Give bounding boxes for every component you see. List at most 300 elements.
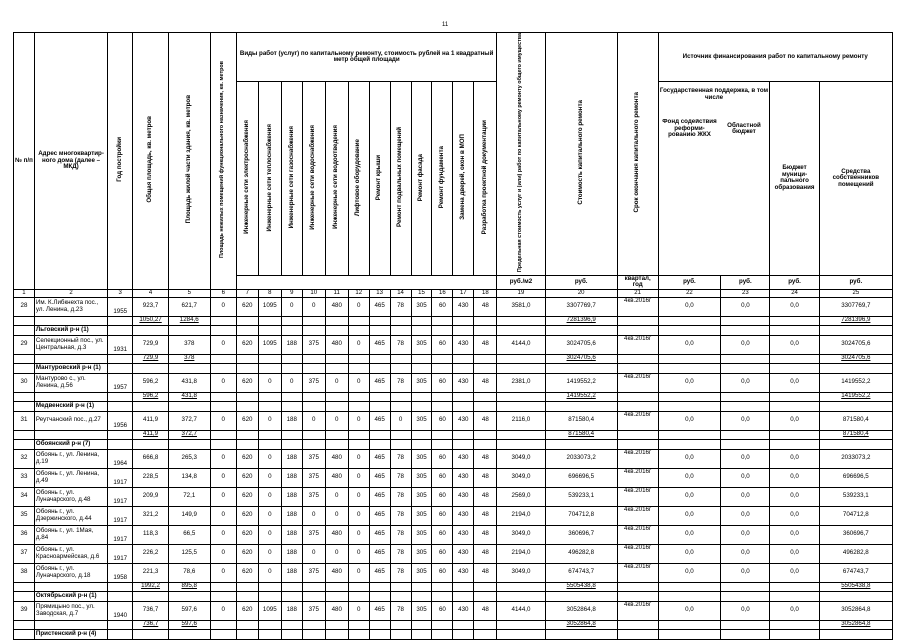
row-work-cost: 620: [236, 487, 258, 506]
row-nonres-area: 0: [210, 297, 236, 316]
row-number: 29: [14, 335, 35, 354]
subtotal-empty: [617, 316, 658, 325]
region-empty: [236, 629, 258, 639]
subtotal-empty: [14, 430, 35, 439]
row-number: 35: [14, 506, 35, 525]
row-work-cost: 620: [236, 563, 258, 582]
row-max-cost: 2381,0: [497, 373, 545, 392]
row-living-area: 134,8: [168, 468, 210, 487]
row-work-cost: 48: [474, 563, 497, 582]
row-address: Селекционный пос., ул. Центральная, д.3: [34, 335, 107, 354]
subtotal-empty: [302, 354, 325, 363]
subtotal-cost: 3052864,8: [545, 620, 617, 629]
column-number: 13: [369, 289, 390, 297]
subtotal-empty: [617, 392, 658, 401]
region-empty: [348, 401, 369, 411]
row-work-cost: 375: [302, 525, 325, 544]
row-address: Обоянь г., ул. Ленина, д.49: [34, 468, 107, 487]
row-max-cost: 3049,0: [497, 563, 545, 582]
subtotal-empty: [348, 430, 369, 439]
region-empty: [432, 629, 453, 639]
subtotal-empty: [14, 354, 35, 363]
subtotal-empty: [325, 620, 348, 629]
row-work-cost: 1095: [258, 297, 281, 316]
region-empty: [474, 629, 497, 639]
subtotal-owners: 1419552,2: [819, 392, 892, 401]
subtotal-empty: [302, 392, 325, 401]
subtotal-empty: [770, 392, 819, 401]
region-empty: [411, 401, 432, 411]
subtotal-living-area: 1284,6: [168, 316, 210, 325]
capital-repair-table: [13, 32, 893, 640]
table-row: [14, 525, 893, 544]
region-empty: [545, 439, 617, 449]
region-empty: [14, 401, 35, 411]
column-number: 4: [133, 289, 169, 297]
row-year: 1917: [108, 468, 133, 487]
column-number: 21: [617, 289, 658, 297]
header-state-support: Государственная поддержка, в том числе Фонд содействия реформи-рованию ЖКХ Областной бюджет: [658, 82, 770, 275]
subtotal-total-area: 1050,27: [133, 316, 169, 325]
unit-rub-m2: руб./м2: [497, 275, 545, 289]
region-empty: [390, 439, 411, 449]
region-empty: [474, 363, 497, 373]
subtotal-total-area: 1992,2: [133, 582, 169, 591]
table-row: [14, 335, 893, 354]
subtotal-empty: [14, 620, 35, 629]
subtotal-living-area: 378: [168, 354, 210, 363]
row-address: Прямицыно пос., ул. Заводская, д.7: [34, 601, 107, 620]
subtotal-empty: [281, 316, 302, 325]
subtotal-empty: [617, 620, 658, 629]
row-work-cost: 188: [281, 563, 302, 582]
row-address: Реутчанский пос., д.27: [34, 411, 107, 430]
row-owners: 2033073,2: [819, 449, 892, 468]
row-work-cost: 0: [348, 449, 369, 468]
row-cost: 674743,7: [545, 563, 617, 582]
subtotal-empty: [258, 582, 281, 591]
region-empty: [497, 439, 545, 449]
region-empty: [432, 439, 453, 449]
row-work-cost: 465: [369, 544, 390, 563]
column-number: 23: [721, 289, 770, 297]
row-fund: 0,0: [658, 335, 721, 354]
subtotal-empty: [474, 354, 497, 363]
subtotal-living-area: 597,6: [168, 620, 210, 629]
row-cost: 539233,1: [545, 487, 617, 506]
subtotal-empty: [281, 430, 302, 439]
row-total-area: 228,5: [133, 468, 169, 487]
subtotal-total-area: 596,2: [133, 392, 169, 401]
row-owners: 3307769,7: [819, 297, 892, 316]
region-empty: [411, 439, 432, 449]
subtotal-empty: [721, 582, 770, 591]
region-empty: [819, 439, 892, 449]
row-work-cost: 48: [474, 601, 497, 620]
row-owners: 3024705,6: [819, 335, 892, 354]
row-work-cost: 305: [411, 487, 432, 506]
subtotal-empty: [474, 620, 497, 629]
region-empty: [819, 629, 892, 639]
row-work-cost: 60: [432, 449, 453, 468]
row-term: 4кв.2016г: [617, 563, 658, 582]
row-work-cost: 465: [369, 563, 390, 582]
row-year: 1917: [108, 487, 133, 506]
row-total-area: 226,2: [133, 544, 169, 563]
region-empty: [108, 363, 133, 373]
subtotal-empty: [390, 620, 411, 629]
row-work-cost: 60: [432, 297, 453, 316]
row-work-cost: 0: [325, 487, 348, 506]
column-number: 8: [258, 289, 281, 297]
row-nonres-area: 0: [210, 449, 236, 468]
subtotal-empty: [617, 582, 658, 591]
subtotal-empty: [497, 354, 545, 363]
row-year: 1958: [108, 563, 133, 582]
region-empty: [14, 325, 35, 335]
row-number: 32: [14, 449, 35, 468]
row-work-cost: 620: [236, 373, 258, 392]
row-work-cost: 620: [236, 335, 258, 354]
subtotal-total-area: 729,9: [133, 354, 169, 363]
row-work-cost: 1095: [258, 601, 281, 620]
subtotal-row: [14, 354, 893, 363]
subtotal-empty: [258, 620, 281, 629]
subtotal-empty: [281, 392, 302, 401]
region-empty: [432, 591, 453, 601]
subtotal-empty: [108, 392, 133, 401]
row-regional: 0,0: [721, 335, 770, 354]
row-work-cost: 430: [453, 411, 474, 430]
column-number: 20: [545, 289, 617, 297]
subtotal-owners: 871580,4: [819, 430, 892, 439]
row-max-cost: 2569,0: [497, 487, 545, 506]
row-work-cost: 78: [390, 335, 411, 354]
row-living-area: 78,6: [168, 563, 210, 582]
region-empty: [369, 629, 390, 639]
row-work-cost: 305: [411, 468, 432, 487]
row-term: 4кв.2016г: [617, 335, 658, 354]
row-municipal: 0,0: [770, 525, 819, 544]
table-body: [14, 297, 893, 639]
row-year: 1917: [108, 525, 133, 544]
subtotal-empty: [236, 582, 258, 591]
subtotal-empty: [658, 354, 721, 363]
row-number: 31: [14, 411, 35, 430]
region-empty: [369, 401, 390, 411]
header-num: № п/п: [14, 33, 35, 290]
table-row: [14, 297, 893, 316]
region-empty: [497, 629, 545, 639]
region-empty: [721, 363, 770, 373]
header-term: Срок окончания капитального ремонта: [617, 33, 658, 276]
region-empty: [168, 401, 210, 411]
table-row: [14, 487, 893, 506]
row-year: 1956: [108, 411, 133, 430]
row-work-cost: 60: [432, 411, 453, 430]
region-empty: [658, 591, 721, 601]
row-total-area: 923,7: [133, 297, 169, 316]
row-work-cost: 305: [411, 373, 432, 392]
row-work-cost: 48: [474, 506, 497, 525]
region-empty: [545, 591, 617, 601]
unit-rub-regional: руб.: [721, 275, 770, 289]
row-work-cost: 305: [411, 601, 432, 620]
subtotal-empty: [369, 620, 390, 629]
subtotal-empty: [721, 316, 770, 325]
column-number: 9: [281, 289, 302, 297]
region-empty: [453, 591, 474, 601]
row-nonres-area: 0: [210, 487, 236, 506]
row-work-cost: 188: [281, 506, 302, 525]
region-empty: [721, 401, 770, 411]
subtotal-empty: [390, 430, 411, 439]
header-work-3: Инженерные сети газоснабжения: [281, 82, 302, 275]
row-work-cost: 48: [474, 449, 497, 468]
row-work-cost: 0: [348, 487, 369, 506]
subtotal-empty: [390, 316, 411, 325]
row-max-cost: 4144,0: [497, 335, 545, 354]
region-empty: [369, 325, 390, 335]
row-living-area: 265,3: [168, 449, 210, 468]
column-number: 6: [210, 289, 236, 297]
row-number: 36: [14, 525, 35, 544]
row-year: 1957: [108, 373, 133, 392]
region-empty: [108, 591, 133, 601]
row-work-cost: 78: [390, 563, 411, 582]
row-municipal: 0,0: [770, 506, 819, 525]
subtotal-cost: 3024705,6: [545, 354, 617, 363]
subtotal-empty: [302, 316, 325, 325]
region-empty: [721, 325, 770, 335]
row-max-cost: 3581,0: [497, 297, 545, 316]
subtotal-empty: [258, 430, 281, 439]
region-empty: [348, 439, 369, 449]
header-year: Год постройки: [108, 33, 133, 290]
row-nonres-area: 0: [210, 468, 236, 487]
subtotal-empty: [770, 582, 819, 591]
region-empty: [721, 591, 770, 601]
row-owners: 360696,7: [819, 525, 892, 544]
table-row: [14, 373, 893, 392]
row-address: Обоянь г., ул. Красноармейская, д.6: [34, 544, 107, 563]
region-empty: [302, 325, 325, 335]
subtotal-empty: [411, 316, 432, 325]
row-fund: 0,0: [658, 468, 721, 487]
subtotal-empty: [497, 316, 545, 325]
row-work-cost: 480: [325, 468, 348, 487]
row-work-cost: 0: [348, 335, 369, 354]
subtotal-living-area: 372,7: [168, 430, 210, 439]
row-fund: 0,0: [658, 601, 721, 620]
region-empty: [258, 629, 281, 639]
row-nonres-area: 0: [210, 373, 236, 392]
row-municipal: 0,0: [770, 487, 819, 506]
row-work-cost: 0: [390, 411, 411, 430]
row-regional: 0,0: [721, 487, 770, 506]
row-fund: 0,0: [658, 449, 721, 468]
region-empty: [819, 325, 892, 335]
subtotal-empty: [453, 582, 474, 591]
row-owners: 1419552,2: [819, 373, 892, 392]
header-max-cost: Предельная стоимость услуг и (или) работ по капитальному ремонту общего имущества: [497, 33, 545, 276]
row-fund: 0,0: [658, 411, 721, 430]
subtotal-empty: [474, 582, 497, 591]
region-empty: [497, 363, 545, 373]
region-empty: [325, 325, 348, 335]
region-row: [14, 325, 893, 335]
region-empty: [210, 363, 236, 373]
row-work-cost: 465: [369, 525, 390, 544]
region-empty: [302, 401, 325, 411]
header-work-4: Инженерные сети водоснабжения: [302, 82, 325, 275]
subtotal-empty: [281, 582, 302, 591]
row-work-cost: 305: [411, 411, 432, 430]
row-address: Обоянь г., ул. Ленина, д.19: [34, 449, 107, 468]
row-work-cost: 188: [281, 544, 302, 563]
row-fund: 0,0: [658, 373, 721, 392]
row-work-cost: 1095: [258, 335, 281, 354]
region-empty: [658, 325, 721, 335]
header-owners: Средства собственников помещений: [819, 82, 892, 275]
row-work-cost: 305: [411, 544, 432, 563]
region-empty: [411, 591, 432, 601]
region-empty: [302, 591, 325, 601]
row-work-cost: 480: [325, 335, 348, 354]
region-empty: [236, 363, 258, 373]
subtotal-empty: [258, 316, 281, 325]
row-work-cost: 620: [236, 449, 258, 468]
row-work-cost: 375: [302, 487, 325, 506]
row-work-cost: 0: [258, 468, 281, 487]
region-empty: [819, 591, 892, 601]
row-work-cost: 430: [453, 468, 474, 487]
row-work-cost: 620: [236, 297, 258, 316]
subtotal-owners: 5505438,8: [819, 582, 892, 591]
row-work-cost: 305: [411, 449, 432, 468]
region-empty: [325, 363, 348, 373]
region-row: [14, 401, 893, 411]
row-term: 4кв.2016г: [617, 297, 658, 316]
column-number: 1: [14, 289, 35, 297]
region-name: Пристенский р-н (4): [34, 629, 107, 639]
column-number: 15: [411, 289, 432, 297]
region-empty: [545, 401, 617, 411]
row-work-cost: 0: [302, 544, 325, 563]
row-work-cost: 60: [432, 563, 453, 582]
column-number: 2: [34, 289, 107, 297]
row-nonres-area: 0: [210, 601, 236, 620]
row-cost: 704712,8: [545, 506, 617, 525]
subtotal-empty: [411, 620, 432, 629]
row-work-cost: 465: [369, 297, 390, 316]
row-work-cost: 620: [236, 506, 258, 525]
row-term: 4кв.2016г: [617, 411, 658, 430]
region-empty: [236, 401, 258, 411]
row-nonres-area: 0: [210, 563, 236, 582]
subtotal-empty: [325, 354, 348, 363]
header-works-group: Виды работ (услуг) по капитальному ремонту, стоимость рублей на 1 квадратный метр общей площади: [236, 33, 497, 82]
subtotal-empty: [497, 430, 545, 439]
row-regional: 0,0: [721, 525, 770, 544]
row-number: 34: [14, 487, 35, 506]
region-empty: [474, 591, 497, 601]
row-work-cost: 0: [258, 373, 281, 392]
row-municipal: 0,0: [770, 601, 819, 620]
header-work-11: Замена дверей, окон в МОП: [453, 82, 474, 275]
subtotal-cost: 871580,4: [545, 430, 617, 439]
row-address: Им. К.Либкнехта пос., ул. Ленина, д.23: [34, 297, 107, 316]
region-empty: [210, 401, 236, 411]
subtotal-empty: [302, 430, 325, 439]
subtotal-empty: [721, 430, 770, 439]
subtotal-empty: [210, 354, 236, 363]
subtotal-empty: [348, 354, 369, 363]
subtotal-empty: [34, 316, 107, 325]
subtotal-row: [14, 316, 893, 325]
subtotal-empty: [302, 620, 325, 629]
subtotal-empty: [348, 392, 369, 401]
subtotal-empty: [453, 316, 474, 325]
table-row: [14, 411, 893, 430]
subtotal-empty: [210, 392, 236, 401]
row-work-cost: 305: [411, 525, 432, 544]
column-number: 14: [390, 289, 411, 297]
subtotal-empty: [34, 582, 107, 591]
row-work-cost: 430: [453, 335, 474, 354]
region-empty: [258, 439, 281, 449]
header-work-12: Разработка проектной документации: [474, 82, 497, 275]
region-empty: [168, 325, 210, 335]
row-work-cost: 480: [325, 525, 348, 544]
row-total-area: 411,9: [133, 411, 169, 430]
region-empty: [617, 439, 658, 449]
subtotal-empty: [432, 620, 453, 629]
region-empty: [545, 629, 617, 639]
row-municipal: 0,0: [770, 468, 819, 487]
row-work-cost: 620: [236, 411, 258, 430]
row-work-cost: 48: [474, 373, 497, 392]
subtotal-empty: [390, 354, 411, 363]
subtotal-empty: [236, 354, 258, 363]
column-number: 24: [770, 289, 819, 297]
subtotal-empty: [453, 430, 474, 439]
subtotal-empty: [210, 430, 236, 439]
row-total-area: 736,7: [133, 601, 169, 620]
row-nonres-area: 0: [210, 335, 236, 354]
row-work-cost: 188: [281, 411, 302, 430]
row-term: 4кв.2016г: [617, 601, 658, 620]
row-work-cost: 78: [390, 601, 411, 620]
region-empty: [658, 629, 721, 639]
column-number: 12: [348, 289, 369, 297]
row-fund: 0,0: [658, 525, 721, 544]
row-nonres-area: 0: [210, 525, 236, 544]
table-row: [14, 563, 893, 582]
region-empty: [658, 439, 721, 449]
row-work-cost: 78: [390, 468, 411, 487]
row-municipal: 0,0: [770, 544, 819, 563]
row-work-cost: 480: [325, 563, 348, 582]
region-empty: [348, 363, 369, 373]
region-row: [14, 439, 893, 449]
row-work-cost: 60: [432, 544, 453, 563]
subtotal-empty: [108, 316, 133, 325]
region-empty: [432, 363, 453, 373]
region-empty: [453, 401, 474, 411]
subtotal-row: [14, 430, 893, 439]
region-empty: [453, 629, 474, 639]
